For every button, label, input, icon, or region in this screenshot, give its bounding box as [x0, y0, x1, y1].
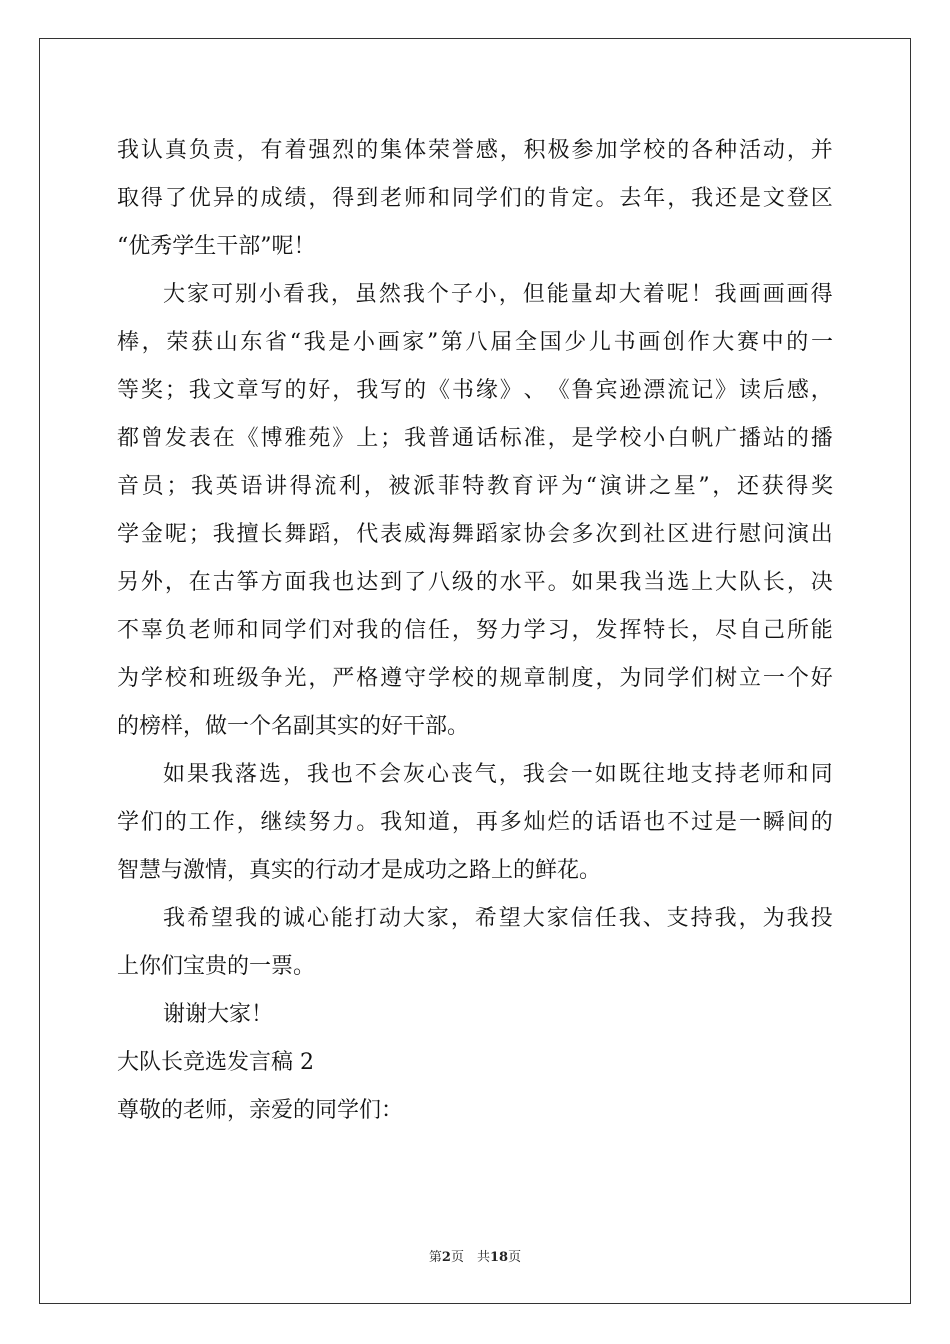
- text-line: 为 学 校 和 班 级 争 光 ， 严 格 遵 守 学 校 的 规 章 制 度 ， 为 同 学 们 树 立 一 个 好: [117, 666, 833, 691]
- text-line: 取 得 了 优 异 的 成 绩 ， 得 到 老 师 和 同 学 们 的 肯 定 。 去 年 ， 我 还 是 文 登 区: [117, 186, 833, 211]
- text-line: 的榜样，做一个名副其实的好干部。: [117, 714, 470, 739]
- text-line: 上你们宝贵的一票。: [117, 954, 316, 979]
- page-footer: [0, 1246, 950, 1265]
- text-line: 谢谢大家！: [163, 1002, 274, 1027]
- salutation: 尊敬的老师，亲爱的同学们：: [117, 1098, 404, 1123]
- text-line: 音 员 ； 我 英 语 讲 得 流 利 ， 被 派 菲 特 教 育 评 为 “ 演 讲 之 星 ” ， 还 获 得 奖: [117, 474, 833, 499]
- section-heading: 大队长竞选发言稿 2: [117, 1050, 314, 1075]
- document-body: [117, 127, 833, 1135]
- text-line: 我 认 真 负 责 ， 有 着 强 烈 的 集 体 荣 誉 感 ， 积 极 参 加 学 校 的 各 种 活 动 ， 并: [117, 138, 833, 163]
- text-line: 如 果 我 落 选 ， 我 也 不 会 灰 心 丧 气 ， 我 会 一 如 既 往 地 支 持 老 师 和 同: [163, 762, 833, 787]
- text-line: “优秀学生干部”呢！: [117, 234, 316, 259]
- page-label-mid: 页 共: [450, 1250, 490, 1265]
- total-pages-number: 18: [489, 1250, 509, 1265]
- text-line: 都 曾 发 表 在 《 博 雅 苑 》 上 ； 我 普 通 话 标 准 ， 是 学 校 小 白 帆 广 播 站 的 播: [117, 426, 833, 451]
- text-line: 智慧与激情，真实的行动才是成功之路上的鲜花。: [117, 858, 602, 883]
- text-line: 另 外 ， 在 古 筝 方 面 我 也 达 到 了 八 级 的 水 平 。 如 果 我 当 选 上 大 队 长 ， 决: [117, 570, 833, 595]
- text-line: 学 们 的 工 作 ， 继 续 努 力 。 我 知 道 ， 再 多 灿 烂 的 话 语 也 不 过 是 一 瞬 间 的: [117, 810, 833, 835]
- current-page-number: 2: [441, 1250, 451, 1265]
- text-line: 等 奖 ； 我 文 章 写 的 好 ， 我 写 的 《 书 缘 》 、 《 鲁 宾 逊 漂 流 记 》 读 后 感 ，: [117, 378, 833, 403]
- text-line: 不 辜 负 老 师 和 同 学 们 对 我 的 信 任 ， 努 力 学 习 ， 发 挥 特 长 ， 尽 自 己 所 能: [117, 618, 833, 643]
- page-label-suffix: 页: [508, 1250, 522, 1265]
- text-line: 我 希 望 我 的 诚 心 能 打 动 大 家 ， 希 望 大 家 信 任 我 、 支 持 我 ， 为 我 投: [163, 906, 833, 931]
- text-line: 学 金 呢 ； 我 擅 长 舞 蹈 ， 代 表 威 海 舞 蹈 家 协 会 多 次 到 社 区 进 行 慰 问 演 出: [117, 522, 833, 547]
- text-line: 棒 ， 荣 获 山 东 省 “ 我 是 小 画 家 ” 第 八 届 全 国 少 儿 书 画 创 作 大 赛 中 的 一: [117, 330, 833, 355]
- text-line: 大 家 可 别 小 看 我 ， 虽 然 我 个 子 小 ， 但 能 量 却 大 着 呢 ！ 我 画 画 画 得: [163, 282, 833, 307]
- page-label-prefix: 第: [428, 1250, 442, 1265]
